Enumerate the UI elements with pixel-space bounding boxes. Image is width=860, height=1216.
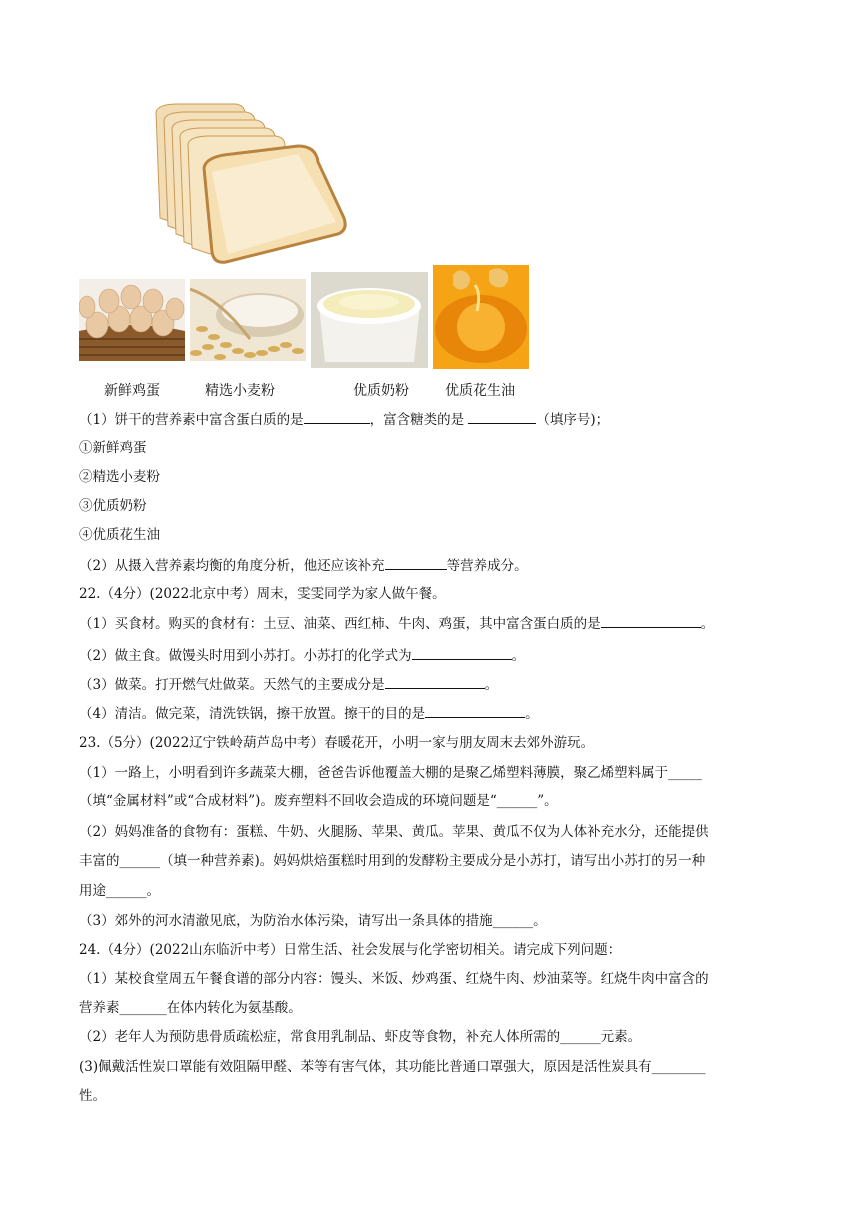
answer-blank: [601, 613, 701, 628]
q22-part2: （2）做主食。做馒头时用到小苏打。小苏打的化学式为 。: [79, 645, 525, 666]
answer-blank: [385, 674, 485, 689]
q24-line5: 性。: [79, 1088, 106, 1104]
answer-blank: [425, 703, 525, 718]
q23-line2: （填“金属材料”或“合成材料”)。废弃塑料不回收会造成的环境问题是“______”。: [79, 793, 558, 809]
option-4: ④优质花生油: [79, 527, 160, 543]
milk-powder-image: [311, 272, 428, 368]
q22-heading: 22.（4分）(2022北京中考）周末，雯雯同学为家人做午餐。: [79, 586, 446, 602]
caption-peanut-oil: 优质花生油: [445, 383, 515, 399]
option-1: ①新鲜鸡蛋: [79, 440, 147, 456]
bread-slices-image: [148, 98, 354, 268]
q24-heading: 24.（4分）(2022山东临沂中考）日常生活、社会发展与化学密切相关。请完成下列问题：: [79, 942, 622, 958]
wheat-flour-image: [190, 279, 306, 361]
answer-blank: [468, 409, 536, 424]
q23-line6: （3）郊外的河水清澈见底，为防治水体污染，请写出一条具体的措施______。: [79, 913, 547, 929]
peanut-oil-image: [433, 265, 529, 369]
caption-wheat-flour: 精选小麦粉: [205, 383, 275, 399]
q24-line2: 营养素_______在体内转化为氨基酸。: [79, 1000, 302, 1016]
q21-part2: （2）从摄入营养素均衡的角度分析，他还应该补充 等营养成分。: [79, 555, 528, 576]
answer-blank: [385, 555, 447, 570]
answer-blank: [304, 409, 370, 424]
q23-line5: 用途______。: [79, 883, 160, 899]
option-3: ③优质奶粉: [79, 498, 147, 514]
image-watermark: [80, 248, 85, 261]
q23-line1: （1）一路上，小明看到许多蔬菜大棚，爸爸告诉他覆盖大棚的是聚乙烯塑料薄膜，聚乙烯塑料属于_____: [79, 765, 702, 781]
q22-part1: （1）买食材。购买的食材有：土豆、油菜、西红柿、牛肉、鸡蛋，其中富含蛋白质的是 。: [79, 613, 714, 634]
q23-heading: 23.（5分）(2022辽宁铁岭葫芦岛中考）春暖花开，小明一家与朋友周末去郊外游玩。: [79, 735, 595, 751]
q23-line3: （2）妈妈准备的食物有：蛋糕、牛奶、火腿肠、苹果、黄瓜。苹果、黄瓜不仅为人体补充水分，还能提供: [79, 824, 709, 840]
caption-milk-powder: 优质奶粉: [353, 383, 409, 399]
q24-line1: （1）某校食堂周五午餐食谱的部分内容：馒头、米饭、炒鸡蛋、红烧牛肉、炒油菜等。红烧牛肉中富含的: [79, 971, 709, 987]
q22-part4: （4）清洁。做完菜，清洗铁锅，擦干放置。擦干的目的是 。: [79, 703, 539, 724]
option-2: ②精选小麦粉: [79, 469, 160, 485]
q24-line4: (3)佩戴活性炭口罩能有效阻隔甲醛、苯等有害气体，其功能比普通口罩强大，原因是活性炭具有________: [79, 1059, 706, 1075]
fresh-eggs-image: [79, 279, 185, 361]
q24-line3: （2）老年人为预防患骨质疏松症，常食用乳制品、虾皮等食物，补充人体所需的______元素。: [79, 1029, 642, 1045]
q21-part1: （1）饼干的营养素中富含蛋白质的是 ，富含糖类的是 （填序号)；: [79, 409, 609, 430]
q22-part3: （3）做菜。打开燃气灶做菜。天然气的主要成分是 。: [79, 674, 498, 695]
q23-line4: 丰富的______（填一种营养素)。妈妈烘焙蛋糕时用到的发酵粉主要成分是小苏打，请写出小苏打的另一种: [79, 853, 706, 869]
caption-fresh-eggs: 新鲜鸡蛋: [104, 383, 160, 399]
answer-blank: [412, 645, 512, 660]
